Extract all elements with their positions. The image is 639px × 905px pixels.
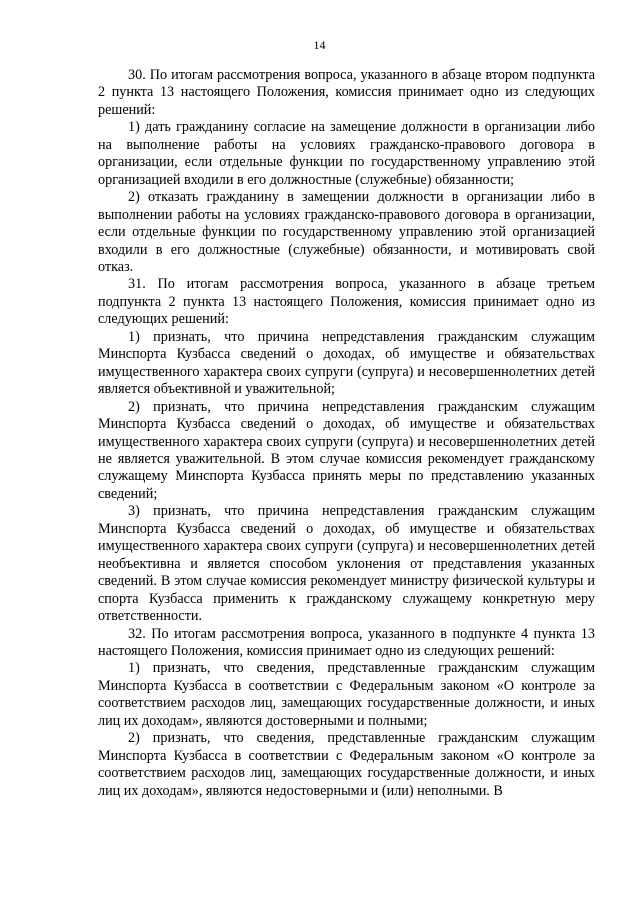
- paragraph-32-item-1: 1) признать, что сведения, представленные гражданским служащим Минспорта Кузбасса в соответствии с Федеральным законом «О контроле за соответствием расходов лиц, замещающих государственные должности, и иных лиц их доходам», являются достоверными и полными;: [98, 660, 595, 729]
- paragraph-31-item-2: 2) признать, что причина непредставления гражданским служащим Минспорта Кузбасса сведений о доходах, об имуществе и обязательствах имущественного характера своих супруги (супруга) и несовершеннолетних детей не является уважительной. В этом случае комиссия рекомендует гражданскому служащему Минспорта Кузбасса принять меры по представлению указанных сведений;: [98, 398, 595, 502]
- paragraph-31: 31. По итогам рассмотрения вопроса, указанного в абзаце третьем подпункта 2 пункта 13 настоящего Положения, комиссия принимает одно из следующих решений:: [98, 276, 595, 328]
- paragraph-31-item-1: 1) признать, что причина непредставления гражданским служащим Минспорта Кузбасса сведений о доходах, об имуществе и обязательствах имущественного характера своих супруги (супруга) и несовершеннолетних детей является объективной и уважительной;: [98, 328, 595, 398]
- page-number: 14: [313, 38, 326, 52]
- paragraph-32: 32. По итогам рассмотрения вопроса, указанного в подпункте 4 пункта 13 настоящего Положения, комиссия принимает одно из следующих решений:: [98, 625, 595, 659]
- paragraph-32-item-2: 2) признать, что сведения, представленные гражданским служащим Минспорта Кузбасса в соответствии с Федеральным законом «О контроле за соответствием расходов лиц, замещающих государственные должности, и иных лиц их доходам», являются недостоверными и (или) неполными. В: [98, 730, 595, 799]
- paragraph-30-item-1: 1) дать гражданину согласие на замещение должности в организации либо на выполнение работы на условиях гражданско-правового договора в организации, если отдельные функции по государственному управлению этой организацией входили в его должностные (служебные) обязанности;: [98, 119, 595, 188]
- paragraph-30-item-2: 2) отказать гражданину в замещении должности в организации либо в выполнении работы на условиях гражданско-правового договора в организации, если отдельные функции по государственному управлению этой организацией входили в его должностные (служебные) обязанности, и мотивировать свой отказ.: [98, 189, 595, 275]
- paragraph-30: 30. По итогам рассмотрения вопроса, указанного в абзаце втором подпункта 2 пункта 13 настоящего Положения, комиссия принимает одно из следующих решений:: [98, 67, 595, 118]
- document-body: [98, 67, 595, 800]
- paragraph-31-item-3: 3) признать, что причина непредставления гражданским служащим Минспорта Кузбасса сведений о доходах, об имуществе и обязательствах имущественного характера своих супруги (супруга) и несовершеннолетних детей необъективна и является способом уклонения от представления указанных сведений. В этом случае комиссия рекомендует министру физической культуры и спорта Кузбасса применить к гражданскому служащему конкретную меру ответственности.: [98, 503, 595, 625]
